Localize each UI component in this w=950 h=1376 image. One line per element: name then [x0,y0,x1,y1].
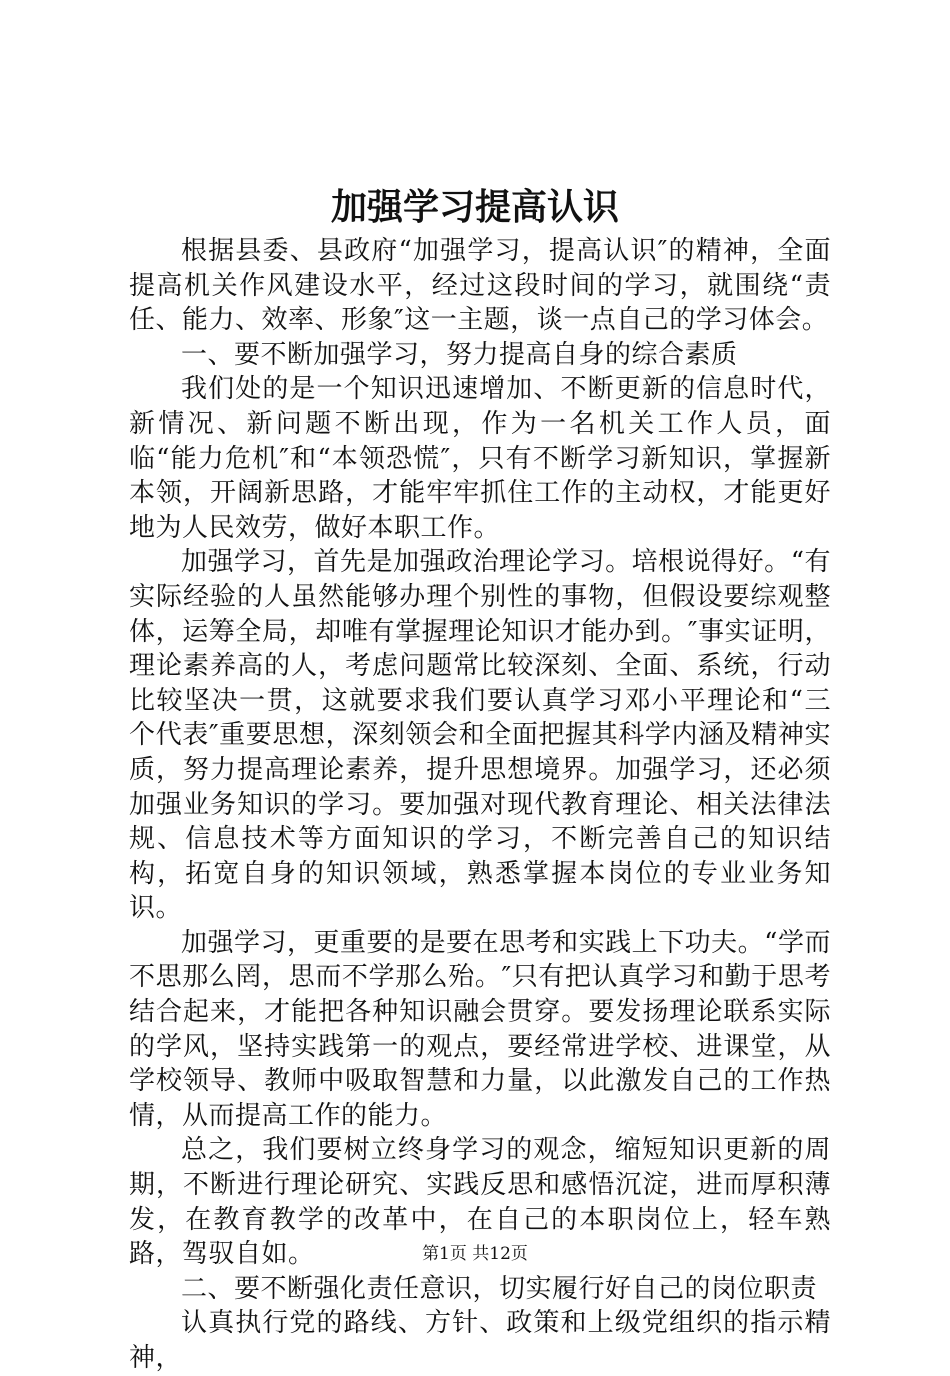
body-paragraph: 我们处的是一个知识迅速增加、不断更新的信息时代，新情况、新问题不断出现，作为一名机关工作人员，面临“能力危机″和“本领恐慌″，只有不断学习新知识，掌握新本领，开阔新思路，才能牢牢抓住工作的主动权，才能更好地为人民效劳，做好本职工作。 [129,374,831,543]
body-paragraph: 加强学习，更重要的是要在思考和实践上下功夫。“学而不思那么罔，思而不学那么殆。″只有把认真学习和勤于思考结合起来，才能把各种知识融会贯穿。要发扬理论联系实际的学风，坚持实践第一的观点，要经常进学校、进课堂，从学校领导、教师中吸取智慧和力量，以此激发自己的工作热情，从而提高工作的能力。 [129,927,831,1131]
body-paragraph: 总之，我们要树立终身学习的观念，缩短知识更新的周期，不断进行理论研究、实践反思和感悟沉淀，进而厚积薄发，在教育教学的改革中，在自己的本职岗位上，轻车熟路，驾驭自如。 [129,1135,831,1270]
page-number-footer: 第1页 共12页 [422,1244,528,1264]
body-paragraph: 认真执行党的路线、方针、政策和上级党组织的指示精神， [129,1308,831,1373]
document-title: 加强学习提高认识 [330,186,619,228]
document-body [129,234,831,1376]
section-heading-1: 一、要不断加强学习，努力提高自身的综合素质 [181,339,738,370]
intro-paragraph: 根据县委、县政府“加强学习，提高认识″的精神，全面提高机关作风建设水平，经过这段时间的学习，就围绕“责任、能力、效率、形象″这一主题，谈一点自己的学习体会。 [129,236,831,336]
section-heading-2: 二、要不断强化责任意识，切实履行好自己的岗位职责 [181,1273,818,1304]
body-paragraph: 加强学习，首先是加强政治理论学习。培根说得好。“有实际经验的人虽然能够办理个别性的事物，但假设要综观整体，运筹全局，却唯有掌握理论知识才能办到。″事实证明，理论素养高的人，考虑问题常比较深刻、全面、系统，行动比较坚决一贯，这就要求我们要认真学习邓小平理论和“三个代表″重要思想，深刻领会和全面把握其科学内涵及精神实质，努力提高理论素养，提升思想境界。加强学习，还必须加强业务知识的学习。要加强对现代教育理论、相关法律法规、信息技术等方面知识的学习，不断完善自己的知识结构，拓宽自身的知识领域，熟悉掌握本岗位的专业业务知识。 [129,547,831,924]
